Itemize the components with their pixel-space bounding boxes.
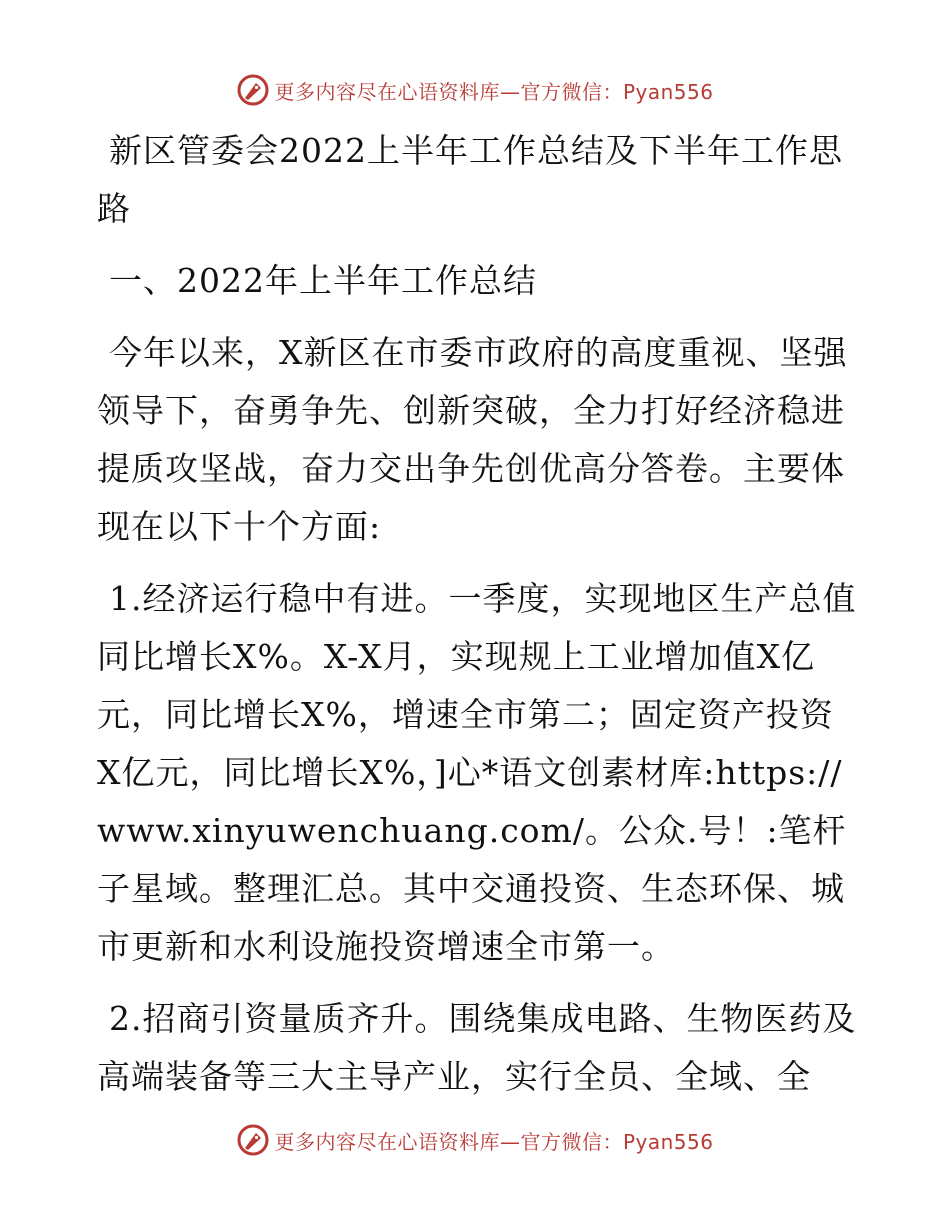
header-banner [0,70,950,110]
pen-nib-logo-icon [236,73,270,107]
paragraph-item-2: 2.招商引资量质齐升。围绕集成电路、生物医药及高端装备等三大主导产业，实行全员、全域、全 [97,999,857,1096]
footer-banner [0,1120,950,1160]
pen-nib-logo-icon [236,1123,270,1157]
document-body [97,122,857,1120]
paragraph-intro: 今年以来，X新区在市委市政府的高度重视、坚强领导下，奋勇争先、创新突破，全力打好经济稳进提质攻坚战，奋力交出争先创优高分答卷。主要体现在以下十个方面: [97,333,848,546]
paragraph-item-1: 1.经济运行稳中有进。一季度，实现地区生产总值同比增长X%。X-X月，实现规上工业增加值X亿元，同比增长X%，增速全市第二；固定资产投资X亿元，同比增长X%，]心*语文创素材库:https://www.xinyuwenchuang.com/。公众.号！:笔杆子星域。整理汇总。其中交通投资、生态环保、城市更新和水利设施投资增速全市第一。 [97,579,857,966]
section-heading: 一、2022年上半年工作总结 [109,261,537,300]
banner-text: 更多内容尽在心语资料库—官方微信：Pyan556 [274,1129,714,1154]
document-title: 新区管委会2022上半年工作总结及下半年工作思路 [97,131,843,228]
banner-text: 更多内容尽在心语资料库—官方微信：Pyan556 [274,79,714,104]
